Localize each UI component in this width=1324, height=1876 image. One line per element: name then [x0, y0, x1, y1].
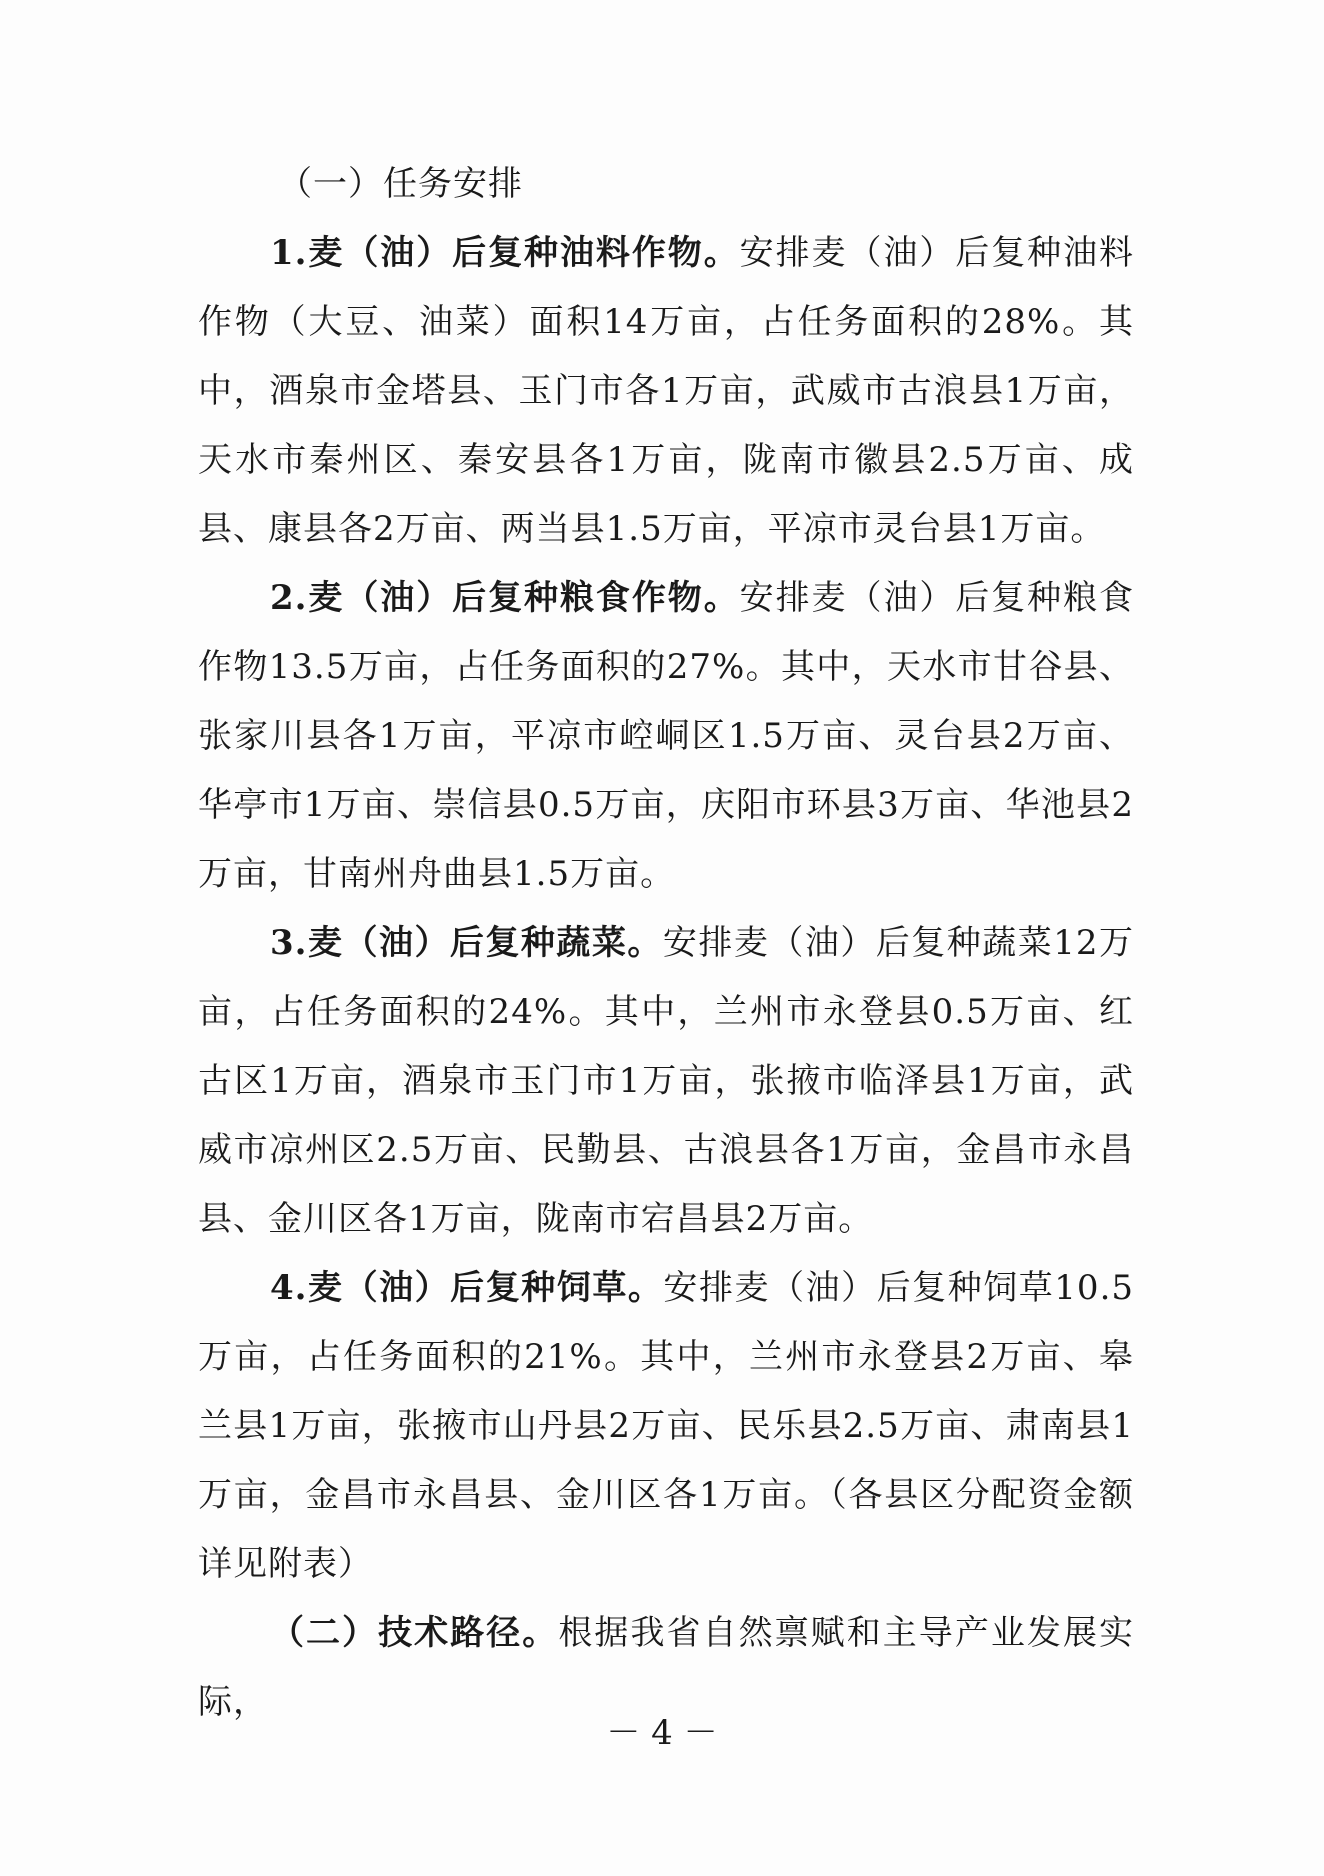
paragraph-lead: （二）技术路径。	[270, 1613, 559, 1653]
paragraph-vegetables	[198, 909, 1134, 1254]
paragraph-body: 安排麦（油）后复种蔬菜12万亩，占任务面积的24%。其中，兰州市永登县0.5万亩、红古区1万亩，酒泉市玉门市1万亩，张掖市临泽县1万亩，武威市凉州区2.5万亩、民勤县、古浪县各1万亩，金昌市永昌县、金川区各1万亩，陇南市宕昌县2万亩。	[198, 923, 1134, 1239]
paragraph-lead: 1.麦（油）后复种油料作物。	[270, 233, 740, 273]
section-heading: （一）任务安排	[278, 164, 523, 204]
paragraph-lead: 3.麦（油）后复种蔬菜。	[270, 923, 663, 963]
paragraph-oilseed	[198, 219, 1134, 564]
paragraph-lead: 4.麦（油）后复种饲草。	[270, 1268, 664, 1308]
paragraph-body: 根据我省自然禀赋和主导产业发展实际，	[198, 1613, 1135, 1722]
paragraph-lead: 2.麦（油）后复种粮食作物。	[270, 578, 740, 618]
paragraph-grain	[198, 564, 1134, 909]
paragraph-body: 安排麦（油）后复种油料作物（大豆、油菜）面积14万亩，占任务面积的28%。其中，酒泉市金塔县、玉门市各1万亩，武威市古浪县1万亩，天水市秦州区、秦安县各1万亩，陇南市徽县2.5万亩、成县、康县各2万亩、两当县1.5万亩，平凉市灵台县1万亩。	[198, 233, 1135, 549]
paragraph-body: 安排麦（油）后复种饲草10.5万亩，占任务面积的21%。其中，兰州市永登县2万亩、皋兰县1万亩，张掖市山丹县2万亩、民乐县2.5万亩、肃南县1万亩，金昌市永昌县、金川区各1万亩。（各县区分配资金额详见附表）	[198, 1268, 1135, 1584]
document-body	[198, 150, 1134, 1737]
page-number: － 4 －	[606, 1713, 718, 1753]
paragraph-forage	[198, 1254, 1134, 1599]
paragraph-body: 安排麦（油）后复种粮食作物13.5万亩，占任务面积的27%。其中，天水市甘谷县、张家川县各1万亩，平凉市崆峒区1.5万亩、灵台县2万亩、华亭市1万亩、崇信县0.5万亩，庆阳市环县3万亩、华池县2万亩，甘南州舟曲县1.5万亩。	[198, 578, 1135, 894]
